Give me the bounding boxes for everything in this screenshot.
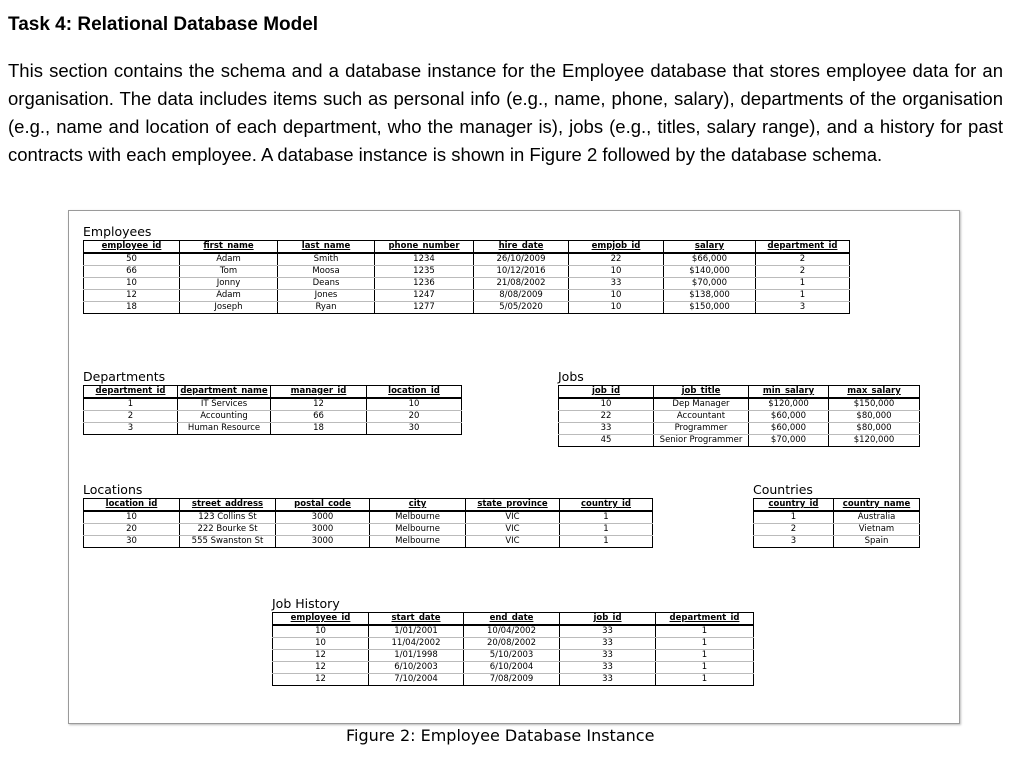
table-cell: Senior Programmer [654,435,749,447]
table-row [273,638,754,650]
table-cell: 3000 [276,536,370,548]
table-cell: 45 [559,435,654,447]
table-cell: 12 [273,662,369,674]
table-cell: 1 [754,511,834,524]
table-cell: 18 [271,423,367,435]
table-cell: 50 [84,253,180,266]
table-cell: 1 [560,536,653,548]
table-cell: 1/01/1998 [369,650,464,662]
table-cell: 22 [559,411,654,423]
header-row [559,386,920,399]
table-cell: 12 [273,674,369,686]
table-cell: Adam [180,290,278,302]
column-header: salary [664,241,756,254]
table-cell: Accounting [178,411,271,423]
departments-table [83,385,462,435]
table-cell: Smith [278,253,375,266]
table-row [84,398,462,411]
column-header: country_name [834,499,920,512]
figure-caption: Figure 2: Employee Database Instance [346,726,655,745]
table-cell: 10 [569,290,664,302]
table-cell: Jones [278,290,375,302]
table-row [559,411,920,423]
table-cell: $60,000 [749,411,829,423]
column-header: empjob_id [569,241,664,254]
table-cell: 33 [560,638,656,650]
table-cell: 3 [84,423,178,435]
column-header: department_id [84,386,178,399]
table-cell: 1 [656,638,754,650]
table-cell: $140,000 [664,266,756,278]
table-row [559,435,920,447]
table-cell: 10 [84,278,180,290]
table-row [84,423,462,435]
table-cell: IT Services [178,398,271,411]
table-cell: Vietnam [834,524,920,536]
column-header: min_salary [749,386,829,399]
countries-block [753,482,920,548]
column-header: phone_number [375,241,474,254]
column-header: postal_code [276,499,370,512]
employees-block [83,224,850,314]
table-cell: 3 [756,302,850,314]
table-cell: 10/12/2016 [474,266,569,278]
table-cell: Australia [834,511,920,524]
table-cell: 10 [569,302,664,314]
column-header: state_province [466,499,560,512]
job-history-block [272,596,754,686]
table-cell: Accountant [654,411,749,423]
table-cell: Adam [180,253,278,266]
header-row [84,241,850,254]
table-cell: 20/08/2002 [464,638,560,650]
table-cell: 10 [273,638,369,650]
table-cell: 12 [84,290,180,302]
figure-frame [68,210,960,724]
table-cell: 2 [84,411,178,423]
table-cell: VIC [466,536,560,548]
table-row [84,302,850,314]
column-header: country_id [754,499,834,512]
table-cell: 1236 [375,278,474,290]
column-header: job_id [559,386,654,399]
table-cell: $70,000 [664,278,756,290]
table-cell: 30 [367,423,462,435]
table-cell: 33 [560,650,656,662]
column-header: job_title [654,386,749,399]
table-title: Jobs [558,369,584,384]
column-header: hire_date [474,241,569,254]
table-cell: 5/05/2020 [474,302,569,314]
table-cell: 7/10/2004 [369,674,464,686]
column-header: department_id [656,613,754,626]
table-cell: 20 [367,411,462,423]
table-cell: Melbourne [370,536,466,548]
column-header: employee_id [84,241,180,254]
table-cell: 66 [271,411,367,423]
table-cell: $66,000 [664,253,756,266]
column-header: first_name [180,241,278,254]
column-header: location_id [84,499,180,512]
table-cell: 10 [367,398,462,411]
table-row [754,536,920,548]
table-cell: 3000 [276,524,370,536]
table-cell: Spain [834,536,920,548]
table-cell: Joseph [180,302,278,314]
column-header: department_id [756,241,850,254]
table-title: Locations [83,482,143,497]
table-cell: 1 [560,511,653,524]
table-cell: 3 [754,536,834,548]
table-cell: 2 [754,524,834,536]
table-cell: 20 [84,524,180,536]
table-cell: Deans [278,278,375,290]
table-cell: 1235 [375,266,474,278]
table-row [273,674,754,686]
table-cell: 10 [569,266,664,278]
table-cell: 7/08/2009 [464,674,560,686]
table-cell: 12 [273,650,369,662]
column-header: start_date [369,613,464,626]
job-history-table [272,612,754,686]
table-cell: Melbourne [370,524,466,536]
table-cell: Jonny [180,278,278,290]
locations-block [83,482,653,548]
table-cell: 66 [84,266,180,278]
table-row [84,278,850,290]
table-cell: 1 [656,625,754,638]
header-row [84,499,653,512]
table-cell: 1 [756,278,850,290]
table-cell: $150,000 [664,302,756,314]
table-row [84,411,462,423]
table-cell: 33 [560,625,656,638]
table-cell: Human Resource [178,423,271,435]
table-cell: 2 [756,253,850,266]
table-title: Job History [272,596,340,611]
table-cell: 2 [756,266,850,278]
table-cell: 26/10/2009 [474,253,569,266]
table-row [84,524,653,536]
table-cell: 33 [569,278,664,290]
table-cell: Ryan [278,302,375,314]
table-cell: 1/01/2001 [369,625,464,638]
column-header: manager_id [271,386,367,399]
table-cell: 1 [84,398,178,411]
column-header: location_id [367,386,462,399]
column-header: end_date [464,613,560,626]
column-header: department_name [178,386,271,399]
table-row [84,253,850,266]
table-cell: $80,000 [829,423,920,435]
table-row [84,266,850,278]
table-cell: 10/04/2002 [464,625,560,638]
table-cell: 1247 [375,290,474,302]
table-cell: 18 [84,302,180,314]
table-row [559,423,920,435]
table-row [273,662,754,674]
table-cell: 555 Swanston St [180,536,276,548]
table-cell: 1 [656,662,754,674]
column-header: country_id [560,499,653,512]
column-header: street_address [180,499,276,512]
table-cell: 1277 [375,302,474,314]
table-cell: $80,000 [829,411,920,423]
table-cell: 33 [560,674,656,686]
column-header: city [370,499,466,512]
intro-paragraph: This section contains the schema and a database instance for the Employee database that stores employee data for an organisation. The data includes items such as personal info (e.g., name, phone, salary), departments of the organisation (e.g., name and location of each department, who the manager is), jobs (e.g., titles, salary range), and a history for past contracts with each employee. A database instance is shown in Figure 2 followed by the database schema. [8,60,1003,165]
table-row [84,290,850,302]
table-cell: VIC [466,511,560,524]
table-cell: 1234 [375,253,474,266]
table-cell: 222 Bourke St [180,524,276,536]
table-cell: 22 [569,253,664,266]
table-cell: 1 [756,290,850,302]
table-cell: 6/10/2004 [464,662,560,674]
jobs-block [558,369,920,447]
locations-table [83,498,653,548]
table-title: Countries [753,482,813,497]
header-row [273,613,754,626]
table-row [754,524,920,536]
table-row [273,650,754,662]
table-cell: 11/04/2002 [369,638,464,650]
column-header: last_name [278,241,375,254]
table-cell: $120,000 [749,398,829,411]
table-cell: 30 [84,536,180,548]
column-header: employee_id [273,613,369,626]
column-header: job_id [560,613,656,626]
table-cell: Melbourne [370,511,466,524]
table-cell: 8/08/2009 [474,290,569,302]
table-row [84,536,653,548]
table-cell: 1 [560,524,653,536]
jobs-table [558,385,920,447]
table-cell: Programmer [654,423,749,435]
table-cell: $120,000 [829,435,920,447]
table-cell: 10 [559,398,654,411]
table-row [559,398,920,411]
table-cell: Moosa [278,266,375,278]
header-row [84,386,462,399]
table-title: Departments [83,369,166,384]
table-row [754,511,920,524]
table-cell: Tom [180,266,278,278]
table-cell: 6/10/2003 [369,662,464,674]
table-cell: 33 [559,423,654,435]
departments-block [83,369,462,435]
table-cell: 1 [656,674,754,686]
table-cell: 5/10/2003 [464,650,560,662]
table-cell: VIC [466,524,560,536]
table-cell: 12 [271,398,367,411]
table-cell: $60,000 [749,423,829,435]
header-row [754,499,920,512]
employees-table [83,240,850,314]
column-header: max_salary [829,386,920,399]
table-title: Employees [83,224,152,239]
table-cell: 21/08/2002 [474,278,569,290]
table-row [273,625,754,638]
countries-table [753,498,920,548]
table-cell: 123 Collins St [180,511,276,524]
table-cell: 33 [560,662,656,674]
section-heading: Task 4: Relational Database Model [8,14,319,35]
table-cell: 10 [84,511,180,524]
table-row [84,511,653,524]
table-cell: 10 [273,625,369,638]
table-cell: 3000 [276,511,370,524]
table-cell: $150,000 [829,398,920,411]
table-cell: Dep Manager [654,398,749,411]
table-cell: $70,000 [749,435,829,447]
table-cell: 1 [656,650,754,662]
table-cell: $138,000 [664,290,756,302]
